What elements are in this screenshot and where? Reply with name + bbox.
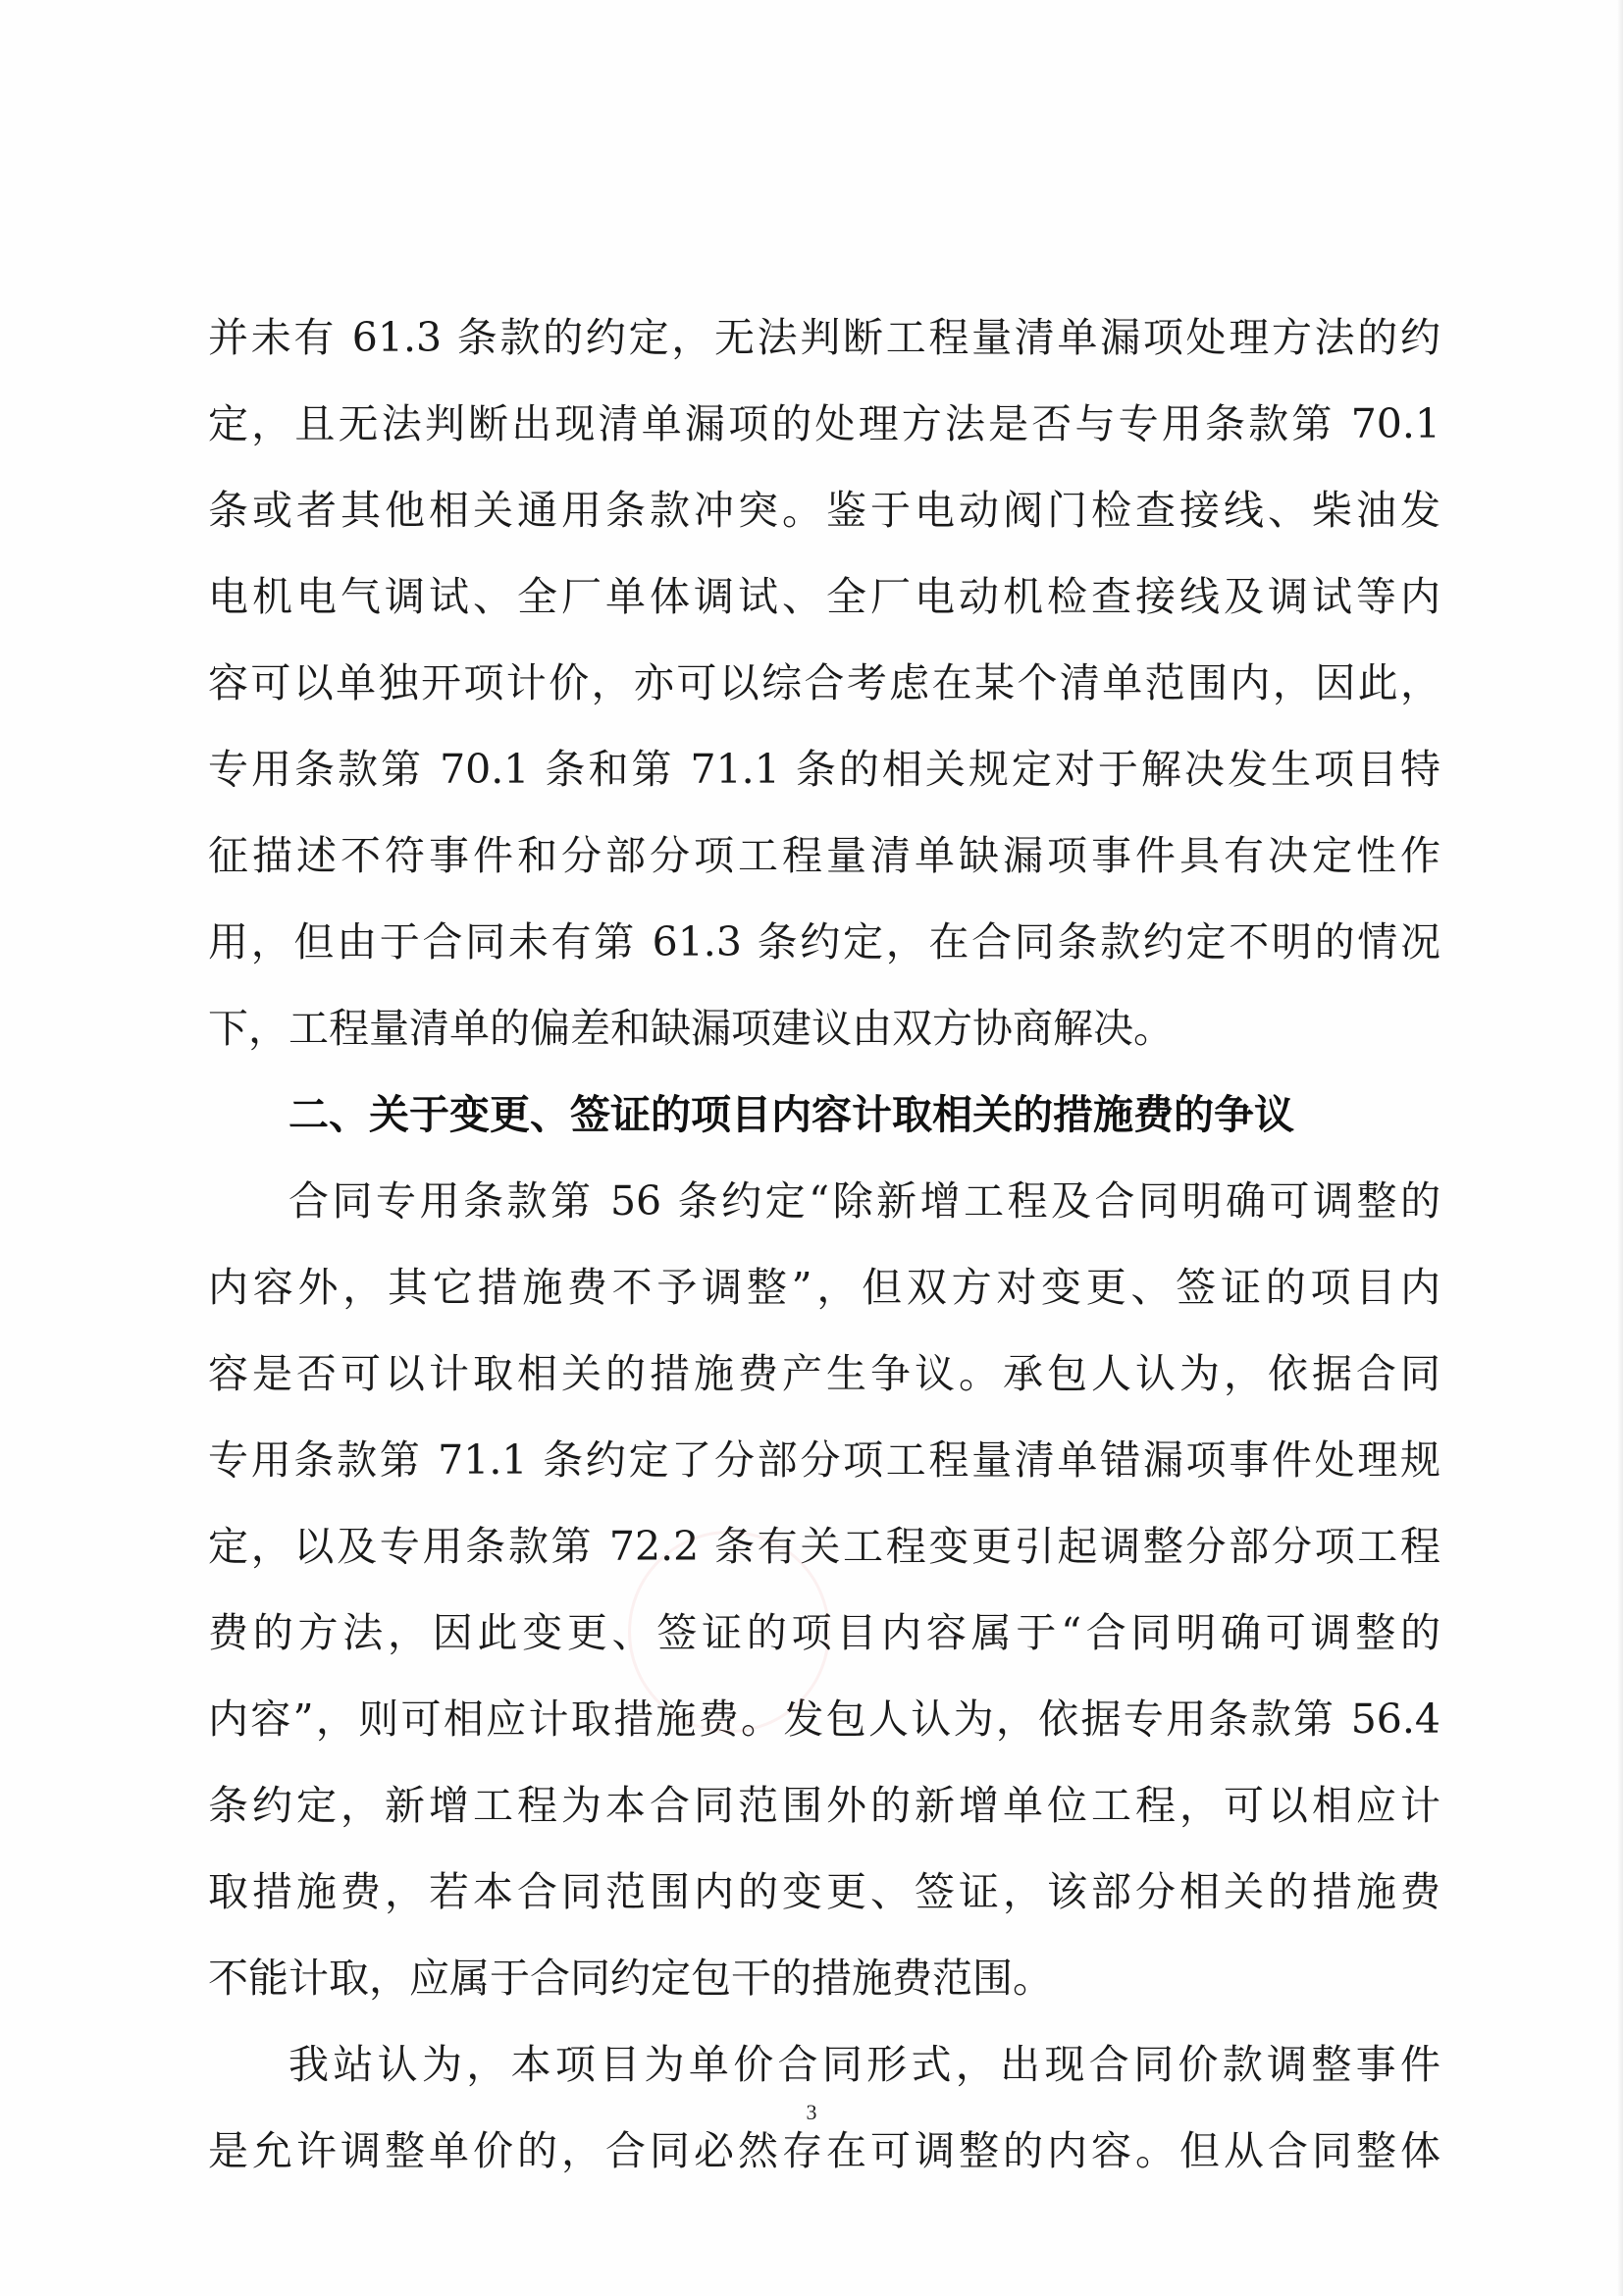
document-body — [208, 294, 1440, 2194]
text-line: 不能计取，应属于合同约定包干的措施费范围。 — [208, 1955, 1053, 2002]
text-line: 定，且无法判断出现清单漏项的处理方法是否与专用条款第 70.1 — [208, 400, 1440, 447]
text-line: 下，工程量清单的偏差和缺漏项建议由双方协商解决。 — [208, 1005, 1174, 1052]
text-line: 条约定，新增工程为本合同范围外的新增单位工程，可以相应计 — [208, 1782, 1440, 1829]
text-line: 专用条款第 70.1 条和第 71.1 条的相关规定对于解决发生项目特 — [208, 746, 1440, 793]
text-line: 内容”，则可相应计取措施费。发包人认为，依据专用条款第 56.4 — [208, 1696, 1440, 1743]
text-line: 容是否可以计取相关的措施费产生争议。承包人认为，依据合同 — [208, 1350, 1440, 1397]
text-line: 征描述不符事件和分部分项工程量清单缺漏项事件具有决定性作 — [208, 832, 1440, 879]
text-line: 电机电气调试、全厂单体调试、全厂电动机检查接线及调试等内 — [208, 573, 1440, 620]
text-line: 定，以及专用条款第 72.2 条有关工程变更引起调整分部分项工程 — [208, 1523, 1440, 1570]
scan-edge-shadow — [1617, 0, 1623, 2296]
text-line: 是允许调整单价的，合同必然存在可调整的内容。但从合同整体 — [208, 2127, 1440, 2174]
text-line: 费的方法，因此变更、签证的项目内容属于“合同明确可调整的 — [208, 1609, 1440, 1656]
text-line: 专用条款第 71.1 条约定了分部分项工程量清单错漏项事件处理规 — [208, 1436, 1440, 1484]
paragraph-first-line: 合同专用条款第 56 条约定“除新增工程及合同明确可调整的 — [288, 1177, 1440, 1225]
text-line: 内容外，其它措施费不予调整”，但双方对变更、签证的项目内 — [208, 1264, 1440, 1311]
text-line: 取措施费，若本合同范围内的变更、签证，该部分相关的措施费 — [208, 1868, 1440, 1915]
page-number: 3 — [806, 2100, 817, 2124]
text-line: 并未有 61.3 条款的约定，无法判断工程量清单漏项处理方法的约 — [208, 314, 1440, 361]
paragraph-first-line: 我站认为，本项目为单价合同形式，出现合同价款调整事件 — [288, 2041, 1440, 2088]
text-line: 容可以单独开项计价，亦可以综合考虑在某个清单范围内，因此， — [208, 659, 1440, 706]
text-line: 用，但由于合同未有第 61.3 条约定，在合同条款约定不明的情况 — [208, 918, 1440, 965]
text-line: 条或者其他相关通用条款冲突。鉴于电动阀门检查接线、柴油发 — [208, 487, 1440, 534]
section-heading: 二、关于变更、签证的项目内容计取相关的措施费的争议 — [288, 1091, 1294, 1138]
